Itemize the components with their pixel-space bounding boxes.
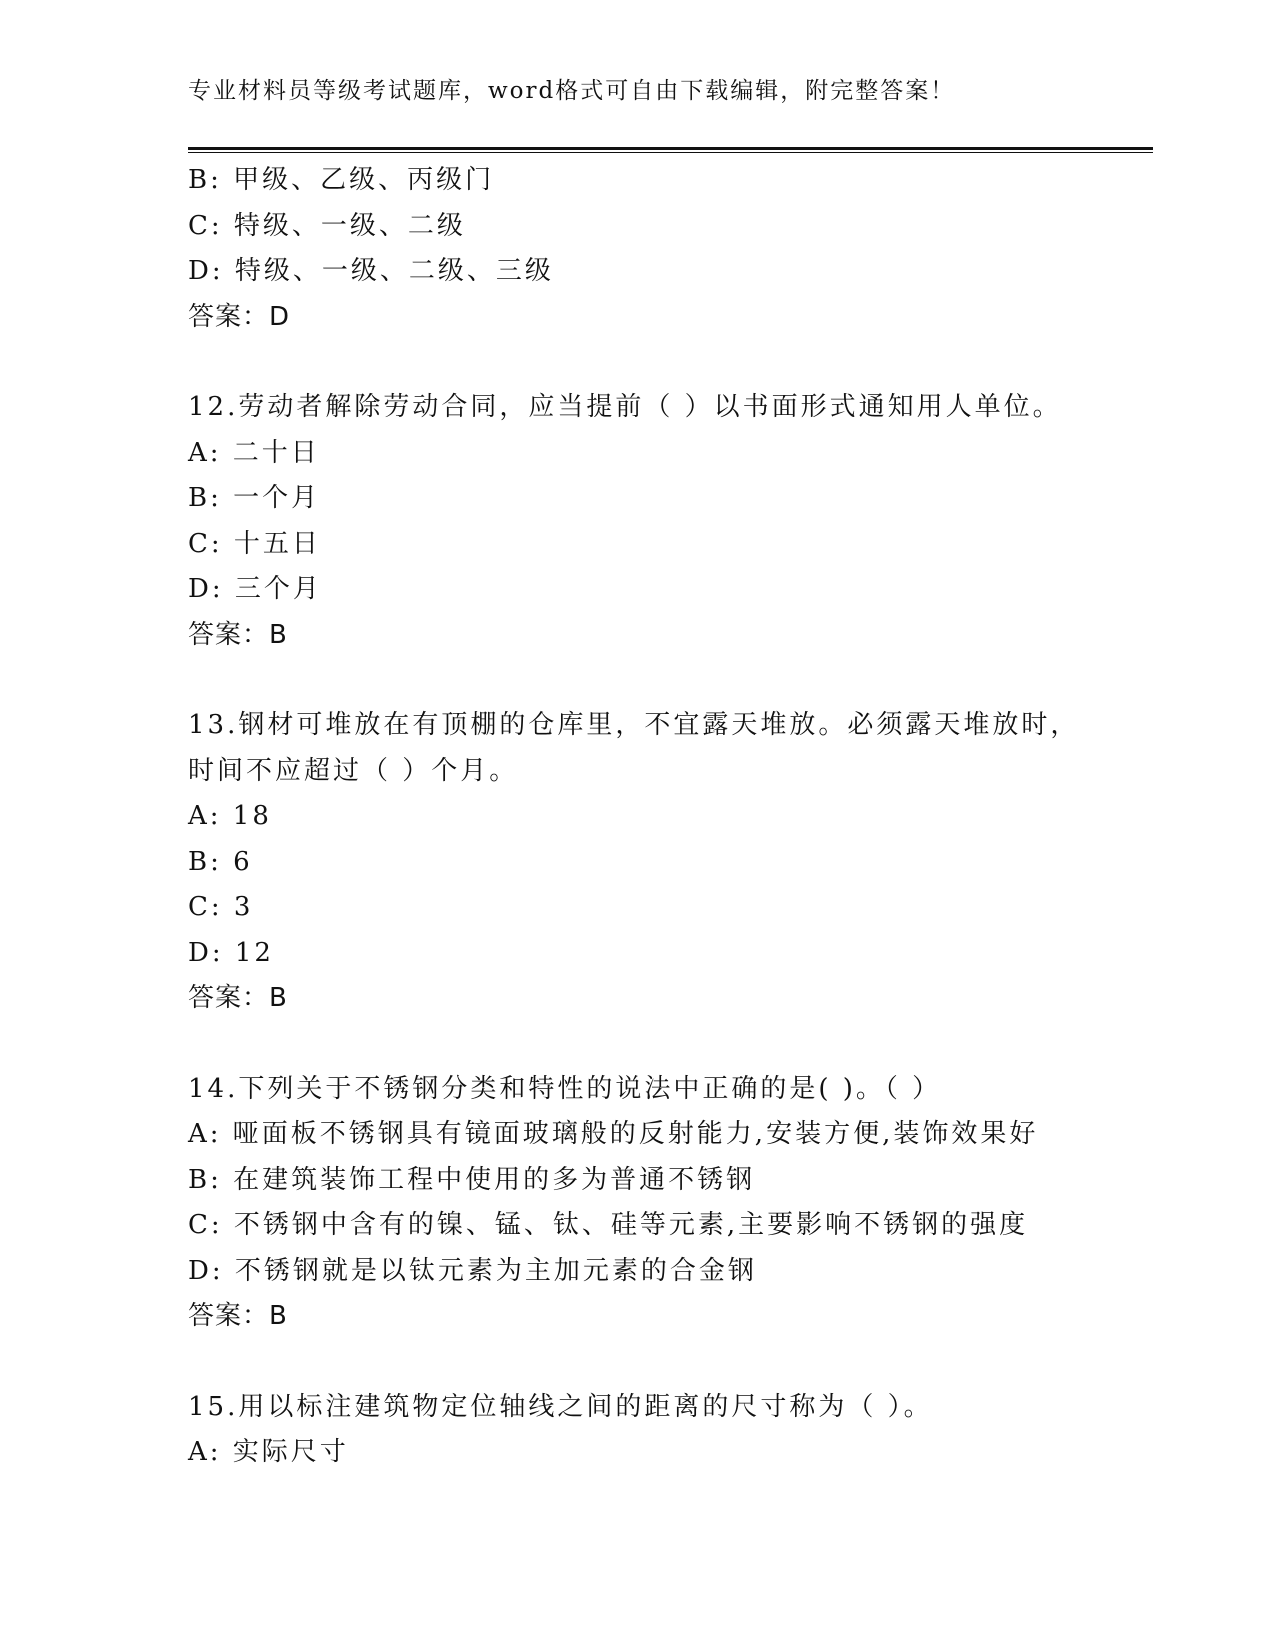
option-a: A: 实际尺寸 xyxy=(188,1437,349,1467)
header-rule-thin xyxy=(188,152,1153,153)
option-b: B: 6 xyxy=(188,846,253,877)
header-rule-thick xyxy=(188,147,1153,150)
option-b: B: 甲级、乙级、丙级门 xyxy=(188,165,495,195)
option-b: B: 一个月 xyxy=(188,483,321,513)
question-stem: 14.下列关于不锈钢分类和特性的说法中正确的是( )。（ ） xyxy=(188,1073,942,1104)
question-stem-line-1: 13.钢材可堆放在有顶棚的仓库里，不宜露天堆放。必须露天堆放时， xyxy=(188,710,1080,740)
question-14 xyxy=(188,1067,1128,1340)
question-stem: 12.劳动者解除劳动合同，应当提前（ ）以书面形式通知用人单位。 xyxy=(188,392,1062,422)
option-c: C: 3 xyxy=(188,892,254,922)
option-a: A: 二十日 xyxy=(188,437,320,468)
answer: 答案：D xyxy=(188,301,291,332)
answer: 答案：B xyxy=(188,983,288,1013)
option-d: D: 特级、一级、二级、三级 xyxy=(188,256,554,286)
option-a: A: 哑面板不锈钢具有镜面玻璃般的反射能力,安装方便,装饰效果好 xyxy=(188,1119,1039,1149)
answer: 答案：B xyxy=(188,1301,288,1331)
question-stem-line-2: 时间不应超过（ ）个月。 xyxy=(188,755,519,786)
option-b: B: 在建筑装饰工程中使用的多为普通不锈钢 xyxy=(188,1164,756,1195)
option-d: D: 12 xyxy=(188,937,274,968)
question-13 xyxy=(188,703,1128,1022)
option-c: C: 不锈钢中含有的镍、锰、钛、硅等元素,主要影响不锈钢的强度 xyxy=(188,1210,1029,1240)
option-d: D: 不锈钢就是以钛元素为主加元素的合金钢 xyxy=(188,1255,757,1286)
question-11-continued xyxy=(188,158,1128,340)
question-stem: 15.用以标注建筑物定位轴线之间的距离的尺寸称为（ ）。 xyxy=(188,1391,933,1422)
option-d: D: 三个月 xyxy=(188,574,322,604)
question-15 xyxy=(188,1385,1128,1476)
option-a: A: 18 xyxy=(188,801,272,831)
option-c: C: 十五日 xyxy=(188,528,321,559)
question-12 xyxy=(188,385,1128,658)
answer: 答案：B xyxy=(188,619,288,650)
question-list xyxy=(188,158,1128,1476)
page-header: 专业材料员等级考试题库，word格式可自由下载编辑，附完整答案！ xyxy=(188,78,956,104)
option-c: C: 特级、一级、二级 xyxy=(188,210,466,241)
